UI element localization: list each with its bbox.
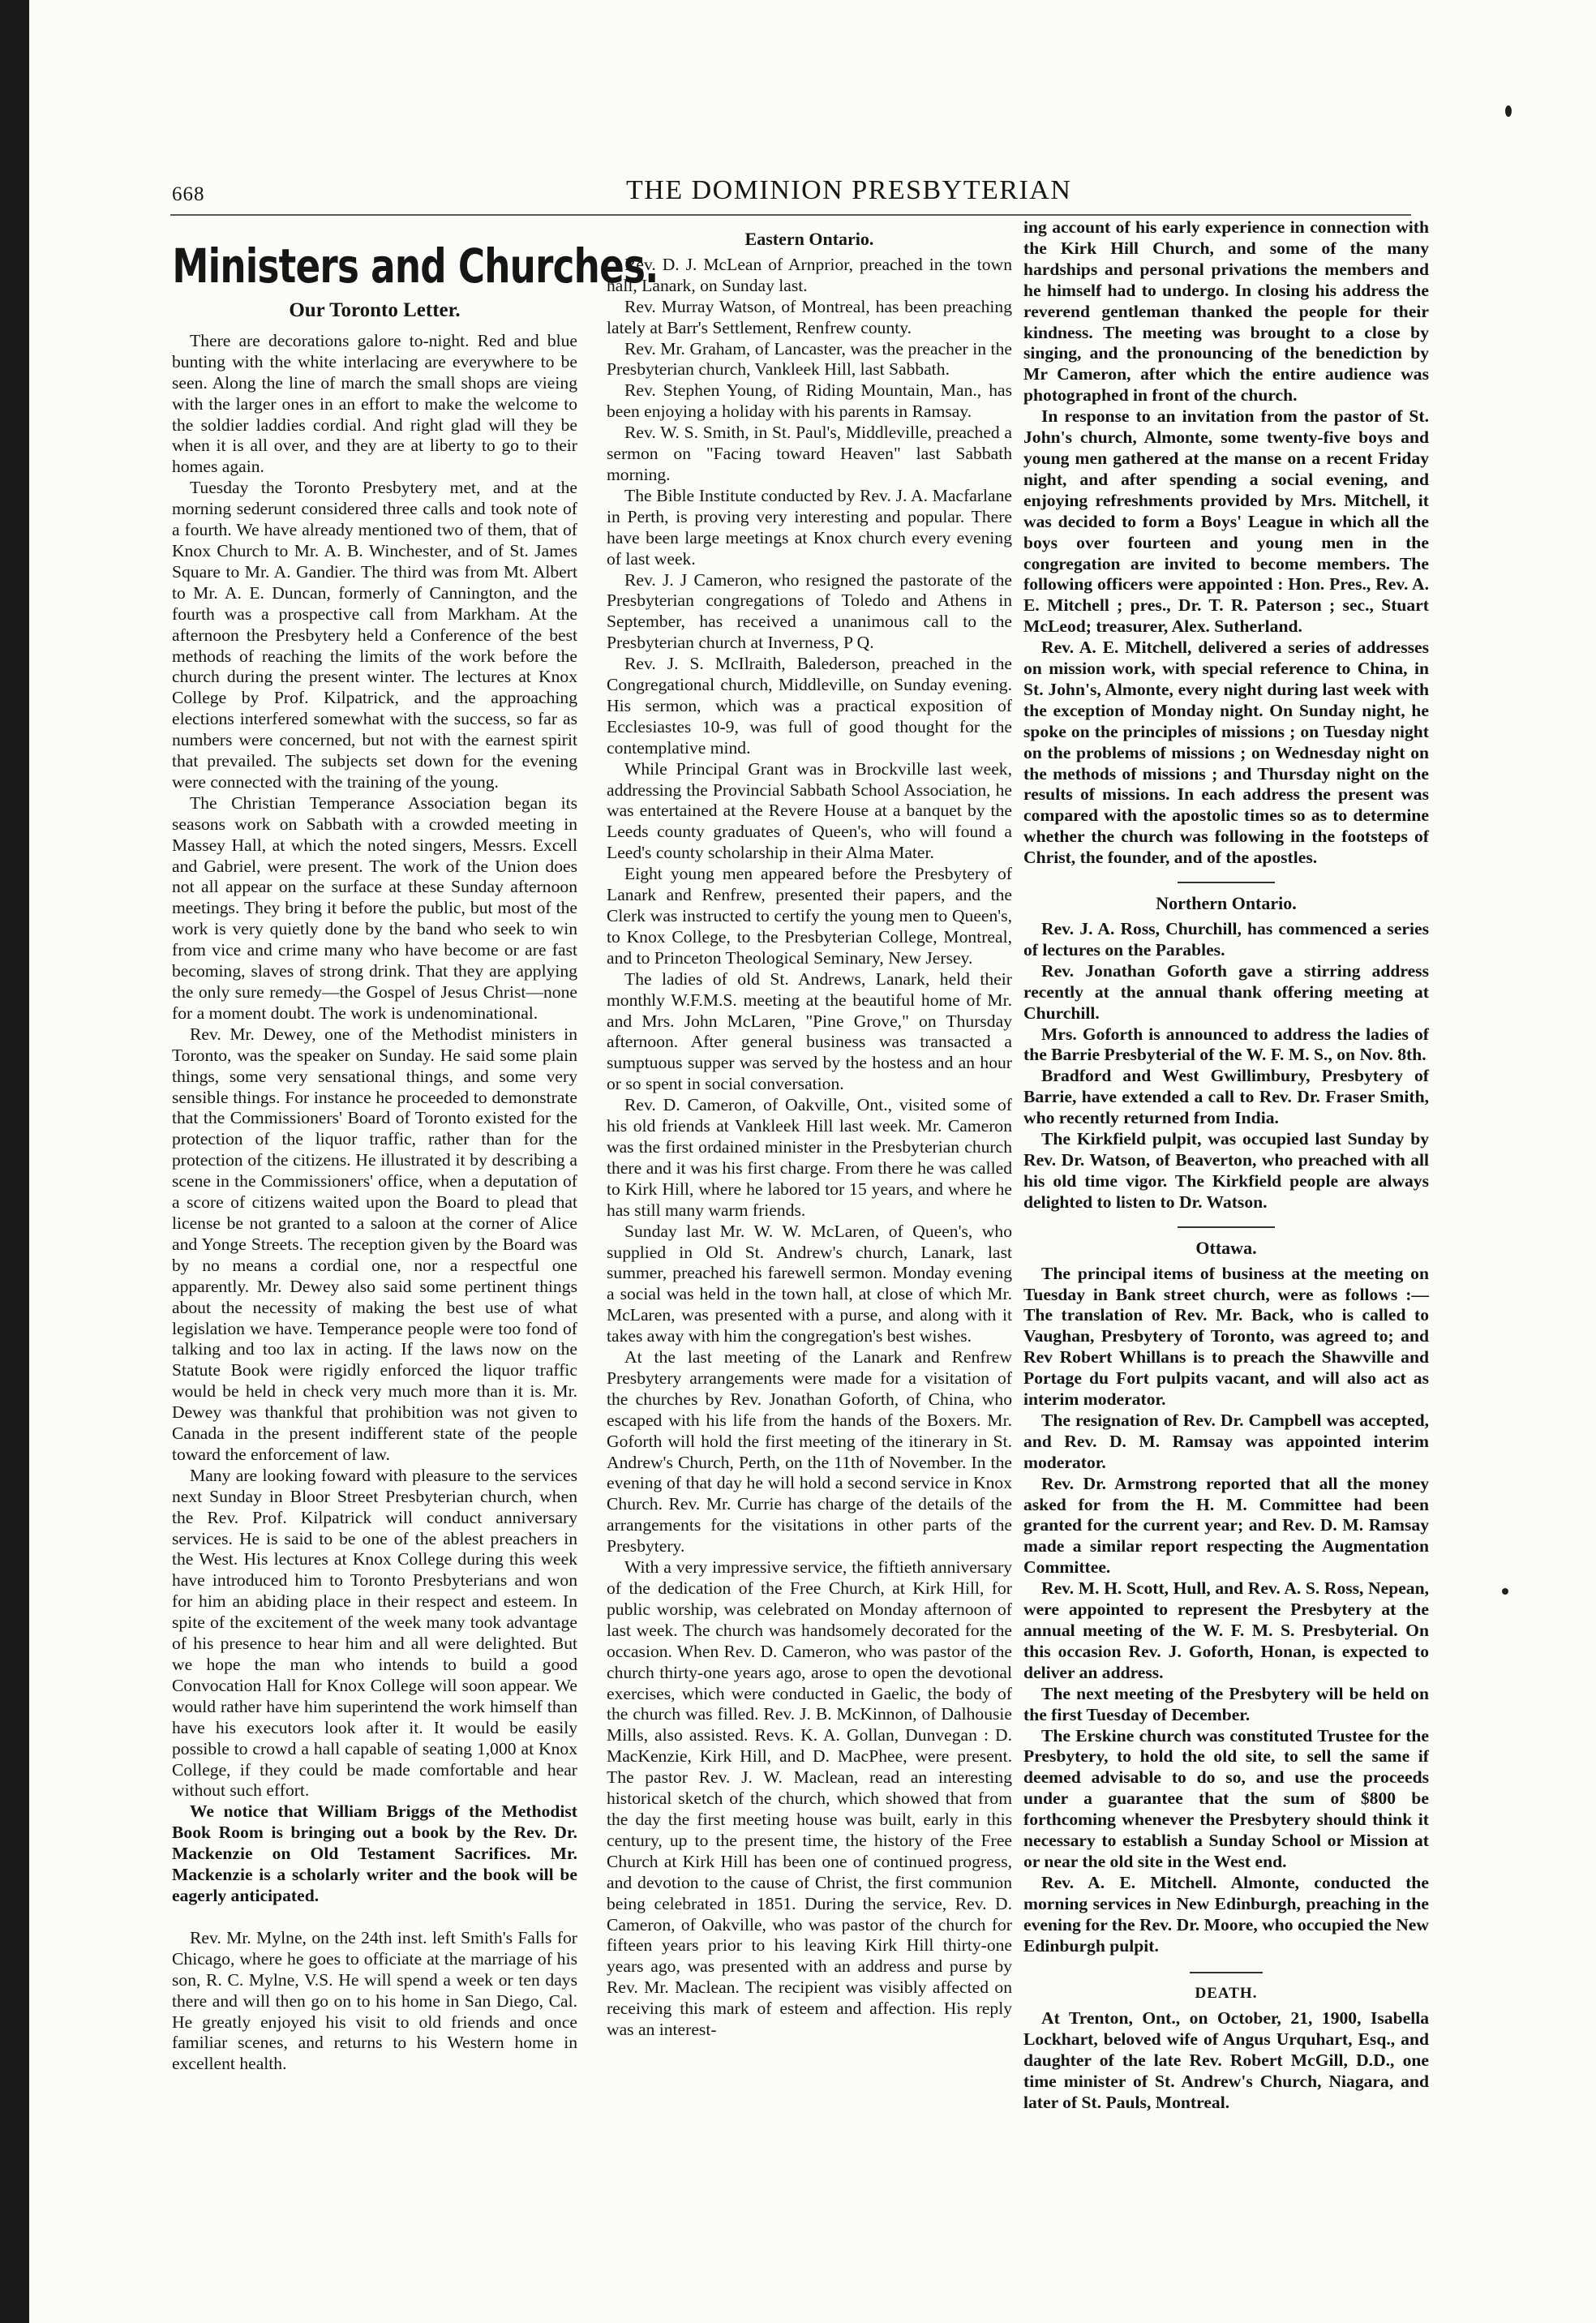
running-head: THE DOMINION PRESBYTERIAN [626, 175, 1072, 205]
ink-speck [1505, 105, 1512, 117]
news-item: Mrs. Goforth is announced to address the ladies of the Barrie Presbyterial of the W. F. M. S., on Nov. 8th. [1023, 1024, 1429, 1065]
news-item: The Bible Institute conducted by Rev. J. A. Macfarlane in Perth, is proving very interesting and popular. There have been large meetings at Knox church every evening of last week. [607, 485, 1012, 569]
section-title-ministers: Ministers and Churches. [172, 238, 659, 294]
news-item: Rev. Jonathan Goforth gave a stirring address recently at the annual thank offering meeting at Churchill. [1023, 960, 1429, 1023]
news-item: While Principal Grant was in Brockville last week, addressing the Provincial Sabbath School Association, he was entertained at the Revere House at a banquet by the Leeds county graduates of Queen's, who will found a Leed's county scholarship in their Alma Mater. [607, 758, 1012, 863]
news-item: With a very impressive service, the fiftieth anniversary of the dedication of the Free Church, at Kirk Hill, for public worship, was celebrated on Monday afternoon of last week. The church was handsomely decorated for the occasion. When Rev. D. Cameron, who was pastor of the church thirty-one years ago, arose to open the devotional exercises, which were conducted in Gaelic, the body of the church was filled. Rev. J. B. McKinnon, of Dalhousie Mills, also assisted. Revs. K. A. Gollan, Dunvegan : D. MacKenzie, Kirk Hill, and D. MacPhee, were present. The pastor Rev. J. W. Maclean, read an interesting historical sketch of the church, which showed that from the day the first meeting house was built, early in this century, up to the present time, the history of the Free Church at Kirk Hill has been one of continued progress, and devotion to the cause of Christ, the first communion being celebrated in 1851. During the service, Rev. D. Cameron, of Oakville, who was pastor of the church for fifteen years prior to his leaving Kirk Hill thirty-one years ago, was presented with an address and purse by Rev. Mr. Maclean. The recipient was visibly affected on receiving this mark of esteem and affection. His reply was an interest- [607, 1557, 1012, 2040]
article-paragraph: Rev. Mr. Dewey, one of the Methodist ministers in Toronto, was the speaker on Sunday. He said some plain things, some very sensational things, and some very sensible things. For instance he proceeded to demonstrate that the Commissioners' Board of Toronto existed for the protection of the liquor traffic, rather than for the protection of the citizens. He illustrated it by describing a scene in the Commissioners' office, when a deputation of a score of citizens waited upon the Board to plead that license be not granted to a saloon at the corner of Alice and Yonge Streets. The reception given by the Board was by no means a cordial one, nor a respectful one apparently. Mr. Dewey also said some pertinent things about the necessity of making the best use of what legislation we have. Temperance people were too fond of talking and too lax in acting. If the laws now on the Statute Book were rigidly enforced the liquor traffic would be held in check very much more than it is. Mr. Dewey was thankful that prohibition was not given to Canada in the present indifferent state of the people toward the enforcement of law. [172, 1024, 577, 1464]
article-paragraph: Many are looking foward with pleasure to the services next Sunday in Bloor Street Presbyterian church, when the Rev. Prof. Kilpatrick will conduct anniversary services. He is said to be one of the ablest preachers in the West. His lectures at Knox College during this week have introduced him to Toronto Presbyterians and won for him an abiding place in their respect and esteem. In spite of the excitement of the week many took advantage of his presence to hear him and all were delighted. But we hope the man who intends to build a good Convocation Hall for Knox College will soon appear. We would rather have him superintend the work himself than have his executors look after it. It would be easily possible to crowd a hall capable of seating 1,000 at Knox College, if they could be made comfortable and hear without such effort. [172, 1465, 577, 1801]
news-item: The Kirkfield pulpit, was occupied last Sunday by Rev. Dr. Watson, of Beaverton, who preached with all his old time vigor. The Kirkfield people are always delighted to listen to Dr. Watson. [1023, 1129, 1429, 1212]
news-item: The principal items of business at the meeting on Tuesday in Bank street church, were as follows :—The translation of Rev. Mr. Back, who is called to Vaughan, Presbytery of Toronto, was agreed to; and Rev Robert Whillans is to preach the Shawville and Portage du Fort pulpits vacant, and will also act as interim moderator. [1023, 1263, 1429, 1410]
news-item: Rev. D. J. McLean of Arnprior, preached in the town hall, Lanark, on Sunday last. [607, 254, 1012, 295]
page-number: 668 [172, 183, 205, 205]
spacer [172, 1907, 577, 1928]
news-item: Rev. M. H. Scott, Hull, and Rev. A. S. Ross, Nepean, were appointed to represent the Presbytery at the annual meeting of the W. F. M. S. Presbyterial. On this occasion Rev. J. Goforth, Honan, is expected to deliver an address. [1023, 1578, 1429, 1682]
news-item: Rev. W. S. Smith, in St. Paul's, Middleville, preached a sermon on "Facing toward Heaven" last Sabbath morning. [607, 423, 1012, 484]
news-item: Bradford and West Gwillimbury, Presbytery of Barrie, have extended a call to Rev. Dr. Fraser Smith, who recently returned from India. [1023, 1066, 1429, 1128]
news-item: The resignation of Rev. Dr. Campbell was accepted, and Rev. D. M. Ramsay was appointed interim moderator. [1023, 1410, 1429, 1472]
news-item: Rev. J. S. McIlraith, Balederson, preached in the Congregational church, Middleville, on Sunday evening. His sermon, which was a practical exposition of Ecclesiastes 10-9, was full of good thought for the contemplative mind. [607, 654, 1012, 758]
news-item: Rev. A. E. Mitchell. Almonte, conducted the morning services in New Edinburgh, preaching in the evening for the Rev. Dr. Moore, who occupied the New Edinburgh pulpit. [1023, 1872, 1429, 1956]
section-title-death: DEATH. [1195, 1984, 1258, 2002]
section-title-toronto-letter: Our Toronto Letter. [289, 299, 461, 321]
section-title-ottawa: Ottawa. [1195, 1237, 1257, 1258]
news-item: Rev. Mr. Graham, of Lancaster, was the preacher in the Presbyterian church, Vankleek Hill, last Sabbath. [607, 338, 1012, 380]
section-divider [1190, 1972, 1263, 1973]
news-item: Eight young men appeared before the Presbytery of Lanark and Renfrew, presented their papers, and the Clerk was instructed to certify the young men to Queen's, to Knox College, to the Presbyterian College, Montreal, and to Princeton Theological Seminary, New Jersey. [607, 864, 1012, 968]
section-divider [1178, 882, 1275, 883]
column-1 [172, 217, 659, 2242]
article-paragraph: Rev. Mr. Mylne, on the 24th inst. left Smith's Falls for Chicago, where he goes to officiate at the marriage of his son, R. C. Mylne, V.S. He will spend a week or ten days there and will then go on to his home in San Diego, Cal. He greatly enjoyed his visit to old friends and once familiar scenes, and returns to his Western home in excellent health. [172, 1927, 577, 2074]
article-paragraph: There are decorations galore to-night. Red and blue bunting with the white interlacing are everywhere to be seen. Along the line of march the small shops are vieing with the larger ones in an effort to make the welcome to the soldier laddies cordial. And right glad will they be when it is all over, and they are at liberty to go to their homes again. [172, 330, 577, 477]
death-notice: At Trenton, Ont., on October, 21, 1900, Isabella Lockhart, beloved wife of Angus Urquhart, Esq., and daughter of the late Rev. Robert McGill, D.D., one time minister of St. Andrew's Church, Niagara, and later of St. Pauls, Montreal. [1023, 2008, 1429, 2113]
news-item: ing account of his early experience in connection with the Kirk Hill Church, and some of the many hardships and personal privations the members and he himself had to undergo. In closing his address the reverend gentleman thanked the people for their kindness. The meeting was brought to a close by singing, and the pronouncing of the benediction by Mr Cameron, after which the entire audience was photographed in front of the church. [1023, 217, 1429, 406]
news-item: In response to an invitation from the pastor of St. John's church, Almonte, some twenty-five boys and young men gathered at the manse on a recent Friday night, and after spending a social evening, and enjoying refreshments provided by Mrs. Mitchell, it was decided to form a Boys' League in which all the boys over fourteen and young men in the congregation are invited to become members. The following officers were appointed : Hon. Pres., Rev. A. E. Mitchell ; pres., Dr. T. R. Paterson ; sec., Stuart McLeod; treasurer, Alex. Sutherland. [1023, 406, 1429, 637]
ink-speck [1502, 1588, 1508, 1595]
news-item: The ladies of old St. Andrews, Lanark, held their monthly W.F.M.S. meeting at the beautiful home of Mr. and Mrs. John McLaren, "Pine Grove," on Thursday afternoon. After general business was transacted a sumptuous supper was served by the hostess and an hour or so spent in social conversation. [607, 968, 1012, 1094]
news-item: Rev. Murray Watson, of Montreal, has been preaching lately at Barr's Settlement, Renfrew county. [607, 296, 1012, 337]
news-item: Rev. A. E. Mitchell, delivered a series of addresses on mission work, with special reference to China, in St. John's, Almonte, every night during last week with the exception of Monday night. On Sunday night, he spoke on the principles of missions ; on Tuesday night on the problems of missions ; on Wednesday night on the methods of missions ; and Thursday night on the results of missions. In each address the present was compared with the apostolic times so as to determine whether the church was following in the footsteps of Christ, the founder, and of the apostles. [1023, 638, 1429, 868]
news-item: The next meeting of the Presbytery will be held on the first Tuesday of December. [1023, 1683, 1429, 1724]
article-paragraph: Tuesday the Toronto Presbytery met, and at the morning sederunt considered three calls and took note of a fourth. We have already mentioned two of them, that of Knox Church to Mr. A. B. Winchester, and of St. James Square to Mr. A. Gandier. The third was from Mt. Albert to Mr. A. E. Duncan, formerly of Cannington, and the fourth was a prospective call from Markham. At the afternoon the Presbytery held a Conference of the best methods of reaching the limits of the work before the church during the present winter. The lectures at Knox College by Prof. Kilpatrick, and the approaching elections interfered somewhat with the success, so far as numbers were concerned, but not with the earnest spirit that prevailed. The subjects set down for the evening were connected with the training of the young. [172, 478, 577, 792]
section-title-eastern-ontario: Eastern Ontario. [744, 229, 874, 249]
news-item: Rev. J. J Cameron, who resigned the pastorate of the Presbyterian congregations of Toledo and Athens in September, has received a unanimous call to the Presbyterian church at Inverness, P Q. [607, 569, 1012, 653]
column-2 [607, 217, 1012, 2242]
news-item: Rev. D. Cameron, of Oakville, Ont., visited some of his old friends at Vankleek Hill last week. Mr. Cameron was the first ordained minister in the Presbyterian church there and it was his first charge. From there he was called to Kirk Hill, where he labored tor 15 years, and where he has still many warm friends. [607, 1095, 1012, 1220]
news-item: Rev. Dr. Armstrong reported that all the money asked for from the H. M. Committee had been granted for the current year; and Rev. D. M. Ramsay made a similar report respecting the Augmentation Committee. [1023, 1473, 1429, 1578]
binding-edge [0, 0, 29, 2323]
news-item: At the last meeting of the Lanark and Renfrew Presbytery arrangements were made for a visitation of the churches by Rev. Jonathan Goforth, of China, who escaped with his life from the hands of the Boxers. Mr. Goforth will hold the first meeting of the itinerary in St. Andrew's Church, Perth, on the 11th of November. In the evening of that day he will hold a second service in Knox Church. Rev. Mr. Currie has charge of the details of the arrangements for the visitations in other parts of the Presbytery. [607, 1347, 1012, 1557]
section-title-northern-ontario: Northern Ontario. [1156, 893, 1297, 914]
news-item: Rev. J. A. Ross, Churchill, has commenced a series of lectures on the Parables. [1023, 919, 1429, 960]
section-divider [1178, 1226, 1275, 1228]
news-item: The Erskine church was constituted Trustee for the Presbytery, to hold the old site, to sell the same if deemed advisable to do so, and use the proceeds under a guarantee that the sum of $800 be forthcoming whenever the Presbytery should think it necessary to establish a Sunday School or Mission at or near the old site in the West end. [1023, 1725, 1429, 1871]
article-paragraph: The Christian Temperance Association began its seasons work on Sabbath with a crowded meeting in Massey Hall, at which the noted singers, Messrs. Excell and Gabriel, were present. The work of the Union does not all appear on the surface at these Sunday afternoon meetings. They bring it before the public, but most of the work is very quietly done by the band who seek to win from vice and crime many who have become or are fast becoming, slaves of strong drink. That they are applying the only sure remedy—the Gospel of Jesus Christ—none for a moment doubt. The work is undenominational. [172, 792, 577, 1023]
column-3 [1023, 217, 1429, 2242]
header-rule [170, 214, 1411, 216]
news-item: Rev. Stephen Young, of Riding Mountain, Man., has been enjoying a holiday with his parents in Ramsay. [607, 380, 1012, 422]
article-paragraph: We notice that William Briggs of the Methodist Book Room is bringing out a book by the Rev. Dr. Mackenzie on Old Testament Sacrifices. Mr. Mackenzie is a scholarly writer and the book will be eagerly anticipated. [172, 1801, 577, 1905]
news-item: Sunday last Mr. W. W. McLaren, of Queen's, who supplied in Old St. Andrew's church, Lanark, last summer, preached his farewell sermon. Monday evening a social was held in the town hall, at close of which Mr. McLaren, was presented with a purse, and along with it takes away with him the congregation's best wishes. [607, 1221, 1012, 1346]
